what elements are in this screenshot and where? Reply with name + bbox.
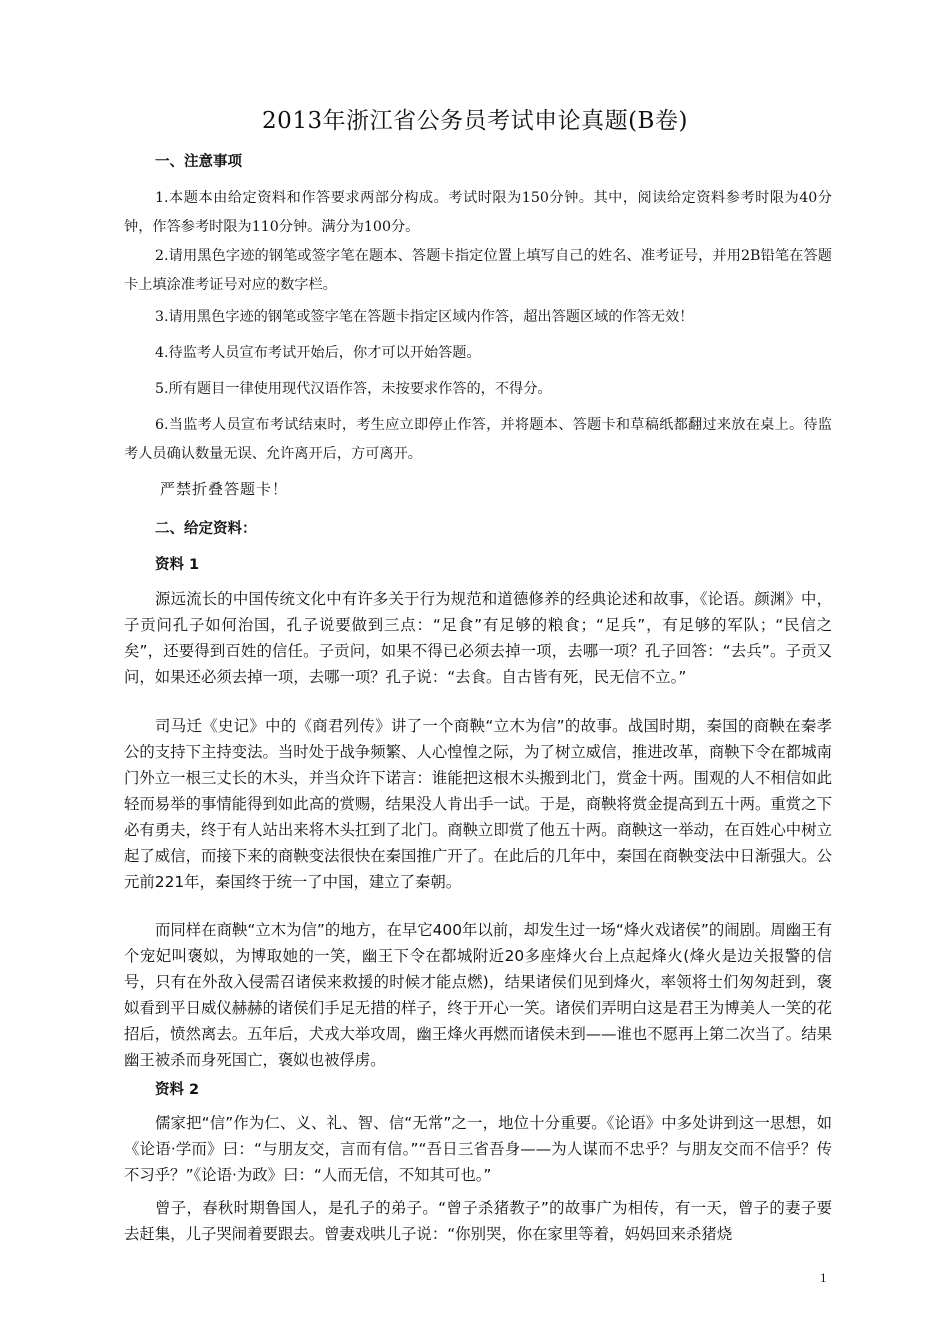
notice-item-5: 5.所有题目一律使用现代汉语作答，未按要求作答的，不得分。 (155, 381, 552, 397)
material-2-heading: 资料 2 (155, 1082, 200, 1098)
section-heading-notices: 一、注意事项 (155, 154, 242, 170)
notice-item-6: 6.当监考人员宣布考试结束时，考生应立即停止作答，并将题本、答题卡和草稿纸都翻过来放在桌上。待监考人员确认数量无误、允许离开后，方可离开。 (124, 417, 832, 462)
notice-item-3: 3.请用黑色字迹的钢笔或签字笔在答题卡指定区域内作答，超出答题区域的作答无效！ (155, 309, 694, 325)
page-number: 1 (820, 1270, 827, 1285)
notice-item-2: 2.请用黑色字迹的钢笔或签字笔在题本、答题卡指定位置上填写自己的姓名、准考证号，并用2B铅笔在答题卡上填涂准考证号对应的数字栏。 (124, 248, 832, 293)
material-1-paragraph-1: 源远流长的中国传统文化中有许多关于行为规范和道德修养的经典论述和故事，《论语。颜渊》中，子贡问孔子如何治国，孔子说要做到三点：“足食”有足够的粮食；“足兵”，有足够的军队；“民信之矣”，还要得到百姓的信任。子贡问，如果不得已必须去掉一项，去哪一项？孔子回答：“去兵”。子贡又问，如果还必须去掉一项，去哪一项？孔子说：“去食。自古皆有死，民无信不立。” (124, 590, 832, 686)
notice-item-1: 1.本题本由给定资料和作答要求两部分构成。考试时限为150分钟。其中，阅读给定资料参考时限为40分钟，作答参考时限为110分钟。满分为100分。 (124, 190, 832, 235)
material-2-paragraph-2: 曾子，春秋时期鲁国人，是孔子的弟子。“曾子杀猪教子”的故事广为相传，有一天，曾子的妻子要去赶集，儿子哭闹着要跟去。曾妻戏哄儿子说：“你别哭，你在家里等着，妈妈回来杀猪烧 (124, 1199, 832, 1243)
material-1-paragraph-3: 而同样在商鞅“立木为信”的地方，在早它400年以前，却发生过一场“烽火戏诸侯”的闹剧。周幽王有个宠妃叫褒姒，为博取她的一笑，幽王下令在都城附近20多座烽火台上点起烽火(烽火是边关报警的信号，只有在外敌入侵需召诸侯来救援的时候才能点燃)，结果诸侯们见到烽火，率领将士们匆匆赶到，褒姒看到平日威仪赫赫的诸侯们手足无措的样子，终于开心一笑。诸侯们弄明白这是君王为博美人一笑的花招后，愤然离去。五年后，犬戎大举攻周，幽王烽火再燃而诸侯未到——谁也不愿再上第二次当了。结果幽王被杀而身死国亡，褒姒也被俘虏。 (124, 921, 832, 1069)
material-1-paragraph-2: 司马迁《史记》中的《商君列传》讲了一个商鞅“立木为信”的故事。战国时期，秦国的商鞅在秦孝公的支持下主持变法。当时处于战争频繁、人心惶惶之际，为了树立威信，推进改革，商鞅下令在都城南门外立一根三丈长的木头，并当众许下诺言：谁能把这根木头搬到北门，赏金十两。围观的人不相信如此轻而易举的事情能得到如此高的赏赐，结果没人肯出手一试。于是，商鞅将赏金提高到五十两。重赏之下必有勇夫，终于有人站出来将木头扛到了北门。商鞅立即赏了他五十两。商鞅这一举动，在百姓心中树立起了威信，而接下来的商鞅变法很快在秦国推广开了。在此后的几年中，秦国在商鞅变法中日渐强大。公元前221年，秦国终于统一了中国，建立了秦朝。 (124, 717, 832, 891)
warning-text: 严禁折叠答题卡！ (160, 480, 289, 498)
document-title: 2013年浙江省公务员考试申论真题(B卷) (262, 108, 688, 134)
section-heading-materials: 二、给定资料： (155, 521, 257, 537)
material-2-paragraph-1: 儒家把“信”作为仁、义、礼、智、信“无常”之一，地位十分重要。《论语》中多处讲到这一思想，如《论语·学而》曰：“与朋友交，言而有信。”“吾日三省吾身——为人谋而不忠乎？与朋友交而不信乎？传不习乎？”《论语·为政》曰：“人而无信，不知其可也。” (124, 1114, 832, 1184)
notice-item-4: 4.待监考人员宣布考试开始后，你才可以开始答题。 (155, 345, 481, 361)
material-1-heading: 资料 1 (155, 557, 200, 573)
